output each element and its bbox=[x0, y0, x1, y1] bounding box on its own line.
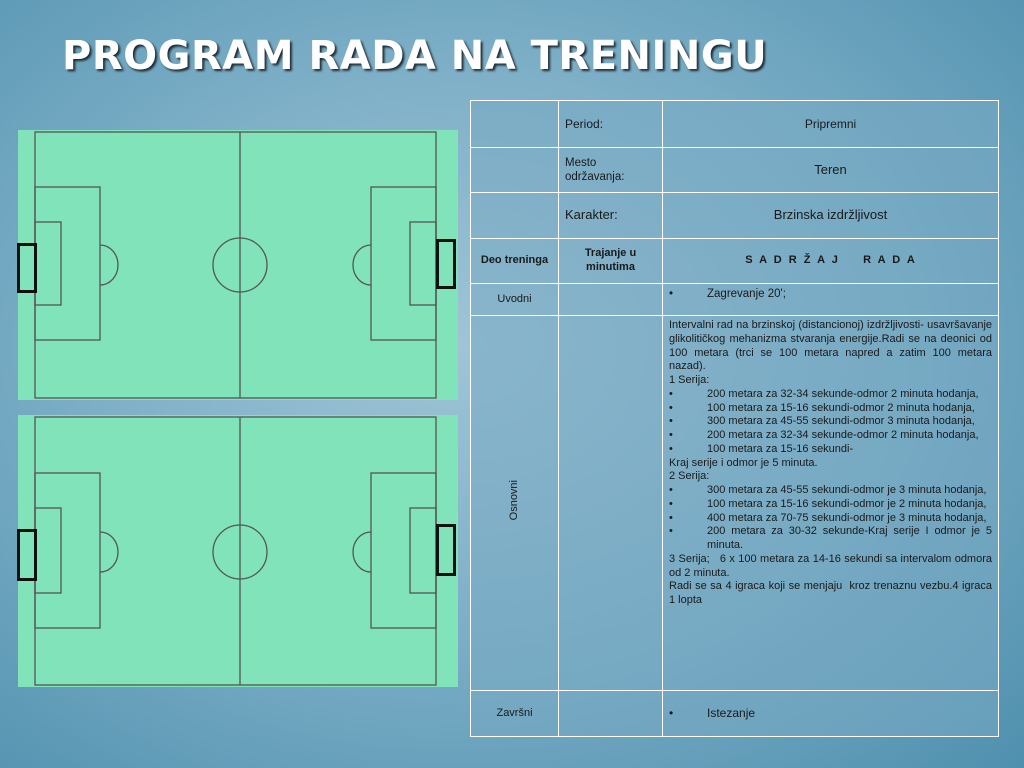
goal-right-top bbox=[436, 239, 456, 289]
main-row bbox=[471, 316, 999, 691]
list-item: • 200 metara za 30-32 sekunde-Kraj serije I odmor je 5 minuta. bbox=[669, 525, 992, 553]
final-part: Završni bbox=[471, 691, 559, 737]
series1-label: 1 Serija: bbox=[669, 374, 710, 386]
character-label: Karakter: bbox=[559, 193, 663, 239]
intro-part: Uvodni bbox=[471, 284, 559, 316]
series2-label: 2 Serija: bbox=[669, 470, 710, 483]
list-item: • 300 metara za 45-55 sekundi-odmor je 3 minuta hodanja, bbox=[669, 484, 992, 498]
list-item: • Istezanje bbox=[669, 706, 992, 721]
series3: 3 Serija; 6 x 100 metara za 14-16 sekundi sa intervalom odmora od 2 minuta. bbox=[669, 552, 996, 579]
penalty-box-left bbox=[35, 187, 100, 340]
final-row bbox=[471, 691, 999, 737]
penalty-arc-left bbox=[100, 245, 118, 285]
character-value: Brzinska izdržljivost bbox=[663, 193, 999, 239]
series1-list bbox=[669, 388, 992, 457]
character-row bbox=[471, 193, 999, 239]
football-pitch-bottom bbox=[18, 415, 458, 687]
goal-box-left bbox=[35, 508, 61, 593]
goal-right-bottom bbox=[436, 524, 456, 576]
pitch-lines-bottom bbox=[18, 415, 458, 687]
goal-left-top bbox=[17, 243, 37, 293]
goal-box-left bbox=[35, 222, 61, 305]
goal-box-right bbox=[410, 508, 436, 593]
list-item: • Zagrevanje 20'; bbox=[669, 287, 992, 301]
main-note: Radi se sa 4 igraca koji se menjaju kroz trenaznu vezbu.4 igraca 1 lopta bbox=[669, 580, 996, 606]
period-blank-cell bbox=[471, 101, 559, 148]
col-header-duration: Trajanje u minutima bbox=[559, 239, 663, 284]
pitch-outline bbox=[35, 417, 436, 685]
penalty-box-right bbox=[371, 473, 436, 628]
page-title: PROGRAM RADA NA TRENINGU bbox=[62, 33, 768, 79]
penalty-arc-left bbox=[100, 532, 118, 572]
header-row bbox=[471, 239, 999, 284]
penalty-arc-right bbox=[353, 532, 371, 572]
penalty-box-right bbox=[371, 187, 436, 340]
intro-row bbox=[471, 284, 999, 316]
training-plan-table bbox=[470, 100, 999, 737]
col-header-part: Deo treninga bbox=[471, 239, 559, 284]
main-content bbox=[663, 316, 999, 691]
main-part-cell bbox=[471, 316, 559, 691]
location-blank-cell bbox=[471, 148, 559, 193]
list-item: • 200 metara za 32-34 sekunde-odmor 2 minuta hodanja, bbox=[669, 429, 992, 443]
list-item: • 300 metara za 45-55 sekundi-odmor 3 minuta hodanja, bbox=[669, 415, 992, 429]
period-value: Pripremni bbox=[663, 101, 999, 148]
main-intro: Intervalni rad na brzinskoj (distancionoj) izdržljivosti- usavršavanje glikolitičkog mehanizma stvaranja energije.Radi se na deonici od 100 metara (trci se 100 metara napred a zatim 100 metara nazad). bbox=[669, 319, 992, 373]
main-part: Osnovni bbox=[507, 480, 520, 521]
final-duration bbox=[559, 691, 663, 737]
period-label: Period: bbox=[559, 101, 663, 148]
series2-list bbox=[669, 484, 992, 553]
series1-end: Kraj serije i odmor je 5 minuta. bbox=[669, 456, 818, 469]
location-row bbox=[471, 148, 999, 193]
penalty-box-left bbox=[35, 473, 100, 628]
list-item: • 400 metara za 70-75 sekundi-odmor je 3 minuta hodanja, bbox=[669, 512, 992, 526]
goal-box-right bbox=[410, 222, 436, 305]
period-row bbox=[471, 101, 999, 148]
list-item: • 100 metara za 15-16 sekundi- bbox=[669, 443, 992, 457]
intro-content bbox=[663, 284, 999, 316]
character-blank-cell bbox=[471, 193, 559, 239]
football-pitch-top bbox=[18, 130, 458, 400]
location-label: Mesto održavanja: bbox=[559, 148, 663, 193]
list-item: • 100 metara za 15-16 sekundi-odmor 2 minuta hodanja, bbox=[669, 402, 992, 416]
penalty-arc-right bbox=[353, 245, 371, 285]
pitch-lines-top bbox=[18, 130, 458, 400]
goal-left-bottom bbox=[17, 529, 37, 581]
list-item: • 200 metara za 32-34 sekunde-odmor 2 minuta hodanja, bbox=[669, 388, 992, 402]
pitch-outline bbox=[35, 132, 436, 398]
final-content bbox=[663, 691, 999, 737]
main-duration bbox=[559, 316, 663, 691]
location-value: Teren bbox=[663, 148, 999, 193]
col-header-content: S A D R Ž A J R A D A bbox=[663, 239, 999, 284]
list-item: • 100 metara za 15-16 sekundi-odmor je 2 minuta hodanja, bbox=[669, 498, 992, 512]
intro-duration bbox=[559, 284, 663, 316]
